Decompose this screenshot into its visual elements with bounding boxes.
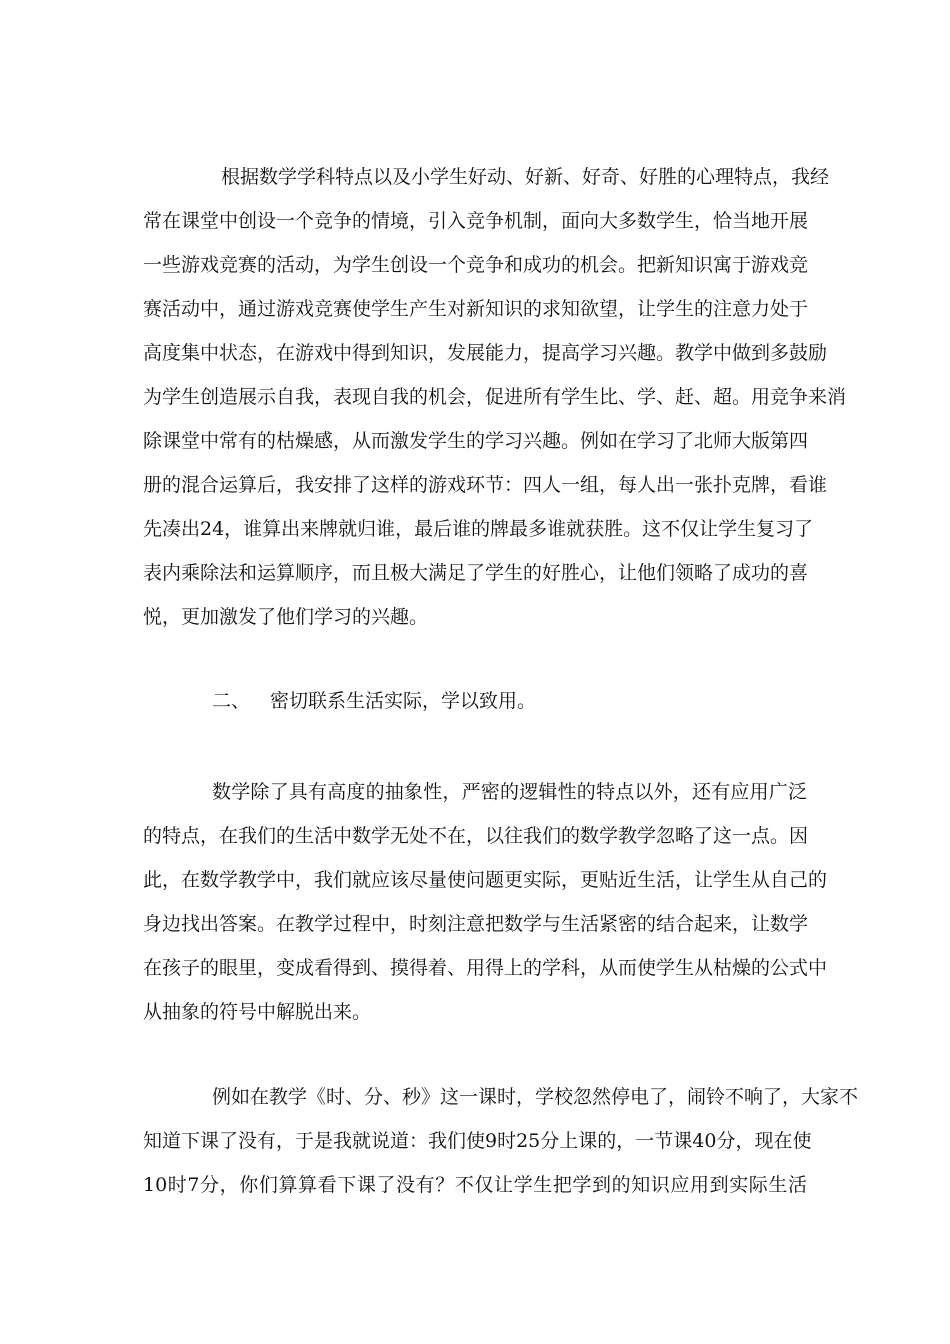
paragraph-line: 身边找出答案。在教学过程中，时刻注意把数学与生活紧密的结合起来，让数学	[143, 913, 809, 935]
paragraph-line: 此，在数学教学中，我们就应该尽量使问题更实际，更贴近生活，让学生从自己的	[143, 869, 828, 891]
paragraph-line: 一些游戏竞赛的活动，为学生创设一个竞争和成功的机会。把新知识寓于游戏竞	[143, 254, 809, 276]
paragraph-line: 从抽象的符号中解脱出来。	[143, 1001, 372, 1023]
paragraph-line: 数学除了具有高度的抽象性，严密的逻辑性的特点以外，还有应用广泛	[212, 781, 807, 803]
paragraph-line: 知道下课了没有，于是我就说道：我们使9时25分上课的，一节课40分，现在使	[143, 1130, 812, 1152]
paragraph-line: 先凑出24，谁算出来牌就归谁，最后谁的牌最多谁就获胜。这不仅让学生复习了	[143, 518, 814, 540]
heading-text: 密切联系生活实际，学以致用。	[270, 690, 537, 712]
heading-number: 二、	[212, 690, 251, 712]
paragraph-line: 册的混合运算后，我安排了这样的游戏环节：四人一组，每人出一张扑克牌，看谁	[143, 474, 828, 496]
paragraph-line: 悦，更加激发了他们学习的兴趣。	[143, 606, 429, 628]
paragraph-line: 为学生创造展示自我，表现自我的机会，促进所有学生比、学、赶、超。用竞争来消	[143, 386, 847, 408]
paragraph-line: 的特点，在我们的生活中数学无处不在，以往我们的数学教学忽略了这一点。因	[143, 825, 809, 847]
paragraph-line: 10时7分，你们算算看下课了没有？不仅让学生把学到的知识应用到实际生活	[143, 1174, 807, 1196]
paragraph-line: 根据数学学科特点以及小学生好动、好新、好奇、好胜的心理特点，我经	[221, 166, 830, 188]
paragraph-line: 赛活动中，通过游戏竞赛使学生产生对新知识的求知欲望，让学生的注意力处于	[143, 298, 809, 320]
paragraph-line: 在孩子的眼里，变成看得到、摸得着、用得上的学科，从而使学生从枯燥的公式中	[143, 957, 828, 979]
paragraph-line: 表内乘除法和运算顺序，而且极大满足了学生的好胜心，让他们领略了成功的喜	[143, 562, 809, 584]
paragraph-line: 例如在教学《时、分、秒》这一课时，学校忽然停电了，闹铃不响了，大家不	[212, 1086, 859, 1108]
paragraph-line: 常在课堂中创设一个竞争的情境，引入竞争机制，面向大多数学生，恰当地开展	[143, 210, 809, 232]
paragraph-line: 高度集中状态，在游戏中得到知识，发展能力，提高学习兴趣。教学中做到多鼓励	[143, 342, 828, 364]
paragraph-line: 除课堂中常有的枯燥感，从而激发学生的学习兴趣。例如在学习了北师大版第四	[143, 430, 809, 452]
